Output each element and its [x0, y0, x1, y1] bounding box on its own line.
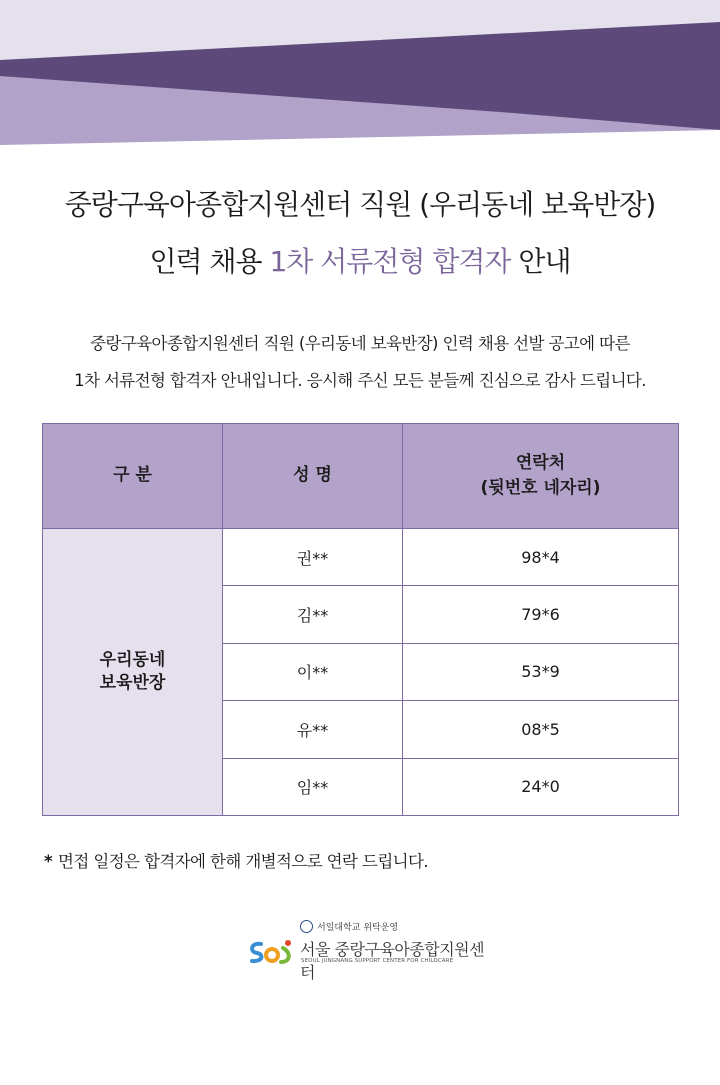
name-cell: 이** [223, 643, 403, 700]
note-text: 면접 일정은 합격자에 한해 개별적으로 연락 드립니다. [58, 852, 429, 871]
contact-cell: 79*6 [403, 586, 679, 643]
category-line1: 우리동네 [99, 650, 166, 671]
intro-line2: 1차 서류전형 합격자 안내입니다. 응시해 주신 모든 분들께 진심으로 감사 드립니다. [74, 371, 646, 390]
footer-logo [245, 920, 495, 982]
header-category: 구 분 [43, 424, 223, 529]
page-title-line2 [0, 240, 720, 280]
center-name: 서울 중랑구육아종합지원센터 [300, 940, 485, 982]
category-line2: 보육반장 [99, 672, 166, 693]
name-cell: 유** [223, 701, 403, 758]
table-header-row [43, 424, 679, 529]
header-contact [403, 424, 679, 529]
center-name-en: SEOUL JUNGNANG SUPPORT CENTER FOR CHILDCARE [301, 958, 454, 964]
contact-cell: 24*0 [403, 758, 679, 815]
contact-cell: 08*5 [403, 701, 679, 758]
name-cell: 임** [223, 758, 403, 815]
interview-note [44, 848, 428, 872]
table-row [43, 529, 679, 586]
name-cell: 권** [223, 529, 403, 586]
university-seal-icon [300, 920, 313, 933]
university-label: 서일대학교 위탁운영 [317, 923, 399, 933]
intro-line1: 중랑구육아종합지원센터 직원 (우리동네 보육반장) 인력 채용 선발 공고에 따른 [90, 334, 630, 353]
title-prefix: 인력 채용 [149, 245, 270, 278]
header-name: 성 명 [223, 424, 403, 529]
note-asterisk: * [44, 852, 53, 871]
center-logo-icon [247, 938, 299, 966]
contact-cell: 98*4 [403, 529, 679, 586]
contact-cell: 53*9 [403, 643, 679, 700]
name-cell: 김** [223, 586, 403, 643]
results-table [42, 423, 679, 816]
header-contact-line2: (뒷번호 네자리) [480, 478, 601, 498]
category-cell [43, 529, 223, 816]
page-title-line1: 중랑구육아종합지원센터 직원 (우리동네 보육반장) [64, 188, 656, 221]
title-highlight: 1차 서류전형 합격자 [269, 245, 511, 278]
header-contact-line1: 연락처 [515, 452, 566, 473]
header-decoration [0, 0, 720, 150]
university-line [300, 920, 398, 933]
title-suffix: 안내 [510, 245, 571, 278]
